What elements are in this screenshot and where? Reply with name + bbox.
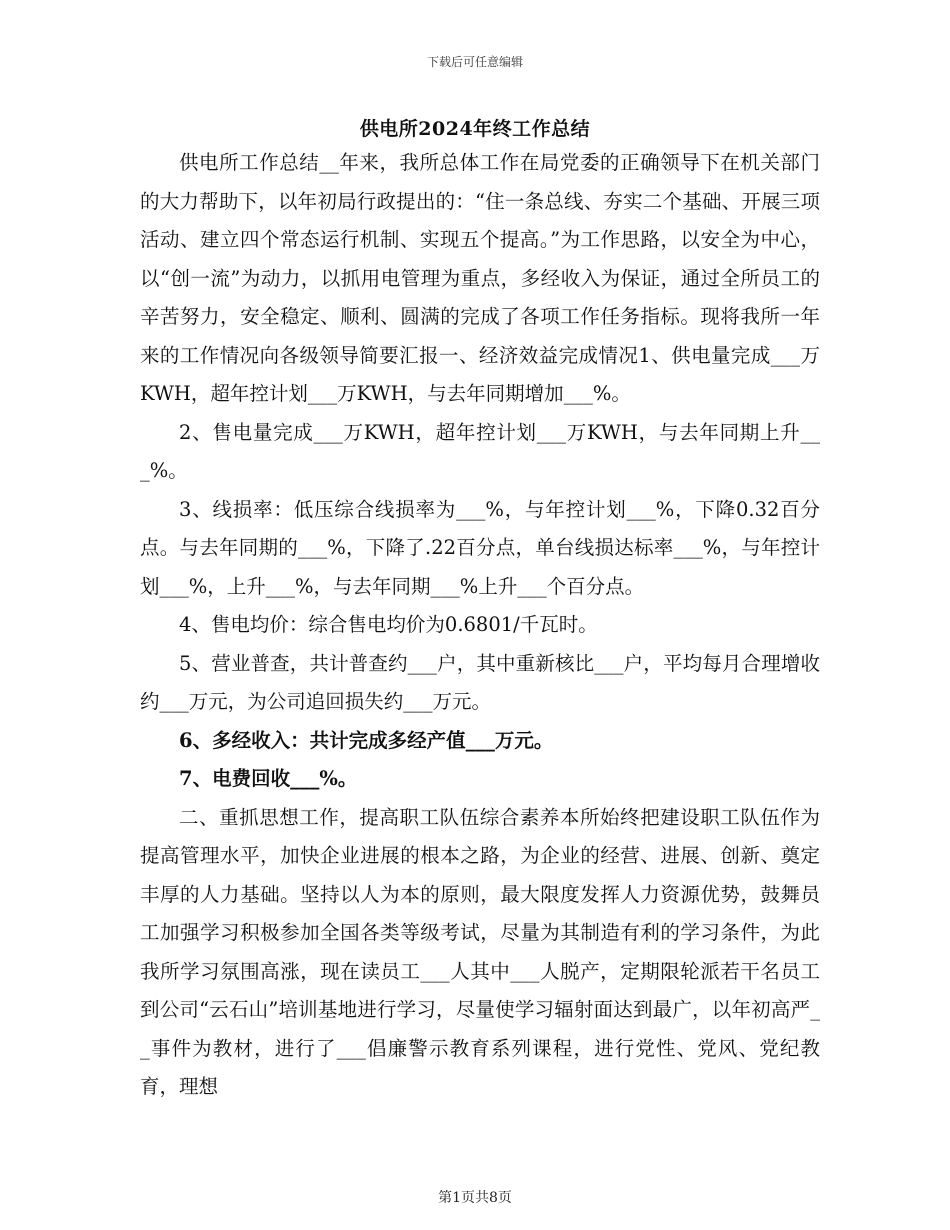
paragraph-fee-recovery: 7、电费回收___%。 [179, 767, 358, 790]
paragraph-staff-development: 二、重抓思想工作，提高职工队伍综合素养本所始终把建设职工队伍作为提高管理水平，加快企业进展的根本之路，为企业的经营、进展、创新、奠定丰厚的人力基础。坚持以人为本的原则，最大限度发挥人力资源优势，鼓舞员工加强学习积极参加全国各类等级考试，尽量为其制造有利的学习条件，为此我所学习氛围高涨，现在读员工___人其中___人脱产，定期限轮派若干名员工到公司“云石山”培训基地进行学习，尽量使学习辐射面达到最广，以年初高严__事件为教材，进行了___倡廉警示教育系列课程，进行党性、党风、党纪教育，理想 [140, 805, 820, 1098]
header-note: 下载后可任意编辑 [426, 55, 523, 69]
paragraph-diversified-income: 6、多经收入：共计完成多经产值___万元。 [179, 728, 554, 752]
document-title: 供电所2024年终工作总结 [359, 118, 591, 140]
paragraph-sales-volume: 2、售电量完成___万KWH，超年控计划___万KWH，与去年同期上升___%。 [140, 420, 820, 482]
paragraph-business-survey: 5、营业普查，共计普查约___户，其中重新核比___户，平均每月合理增收约___万元，为公司追回损失约___万元。 [140, 651, 820, 713]
document-body [140, 144, 820, 1107]
paragraph-line-loss: 3、线损率：低压综合线损率为___%，与年控计划___%，下降0.32百分点。与去年同期的___%，下降了.22百分点，单台线损达标率___%，与年控计划___%，上升___%，与去年同期___%上升___个百分点。 [140, 497, 820, 598]
page-indicator: 第1页共8页 [438, 1190, 512, 1206]
paragraph-intro: 供电所工作总结__年来，我所总体工作在局党委的正确领导下在机关部门的大力帮助下，以年初局行政提出的：“住一条总线、夯实二个基础、开展三项活动、建立四个常态运行机制、实现五个提高。”为工作思路，以安全为中心，以“创一流”为动力，以抓用电管理为重点，多经收入为保证，通过全所员工的辛苦努力，安全稳定、顺利、圆满的完成了各项工作任务指标。现将我所一年来的工作情况向各级领导简要汇报一、经济效益完成情况1、供电量完成___万KWH，超年控计划___万KWH，与去年同期增加___%。 [140, 151, 820, 405]
paragraph-average-price: 4、售电均价：综合售电均价为0.6801/千瓦时。 [179, 613, 598, 636]
